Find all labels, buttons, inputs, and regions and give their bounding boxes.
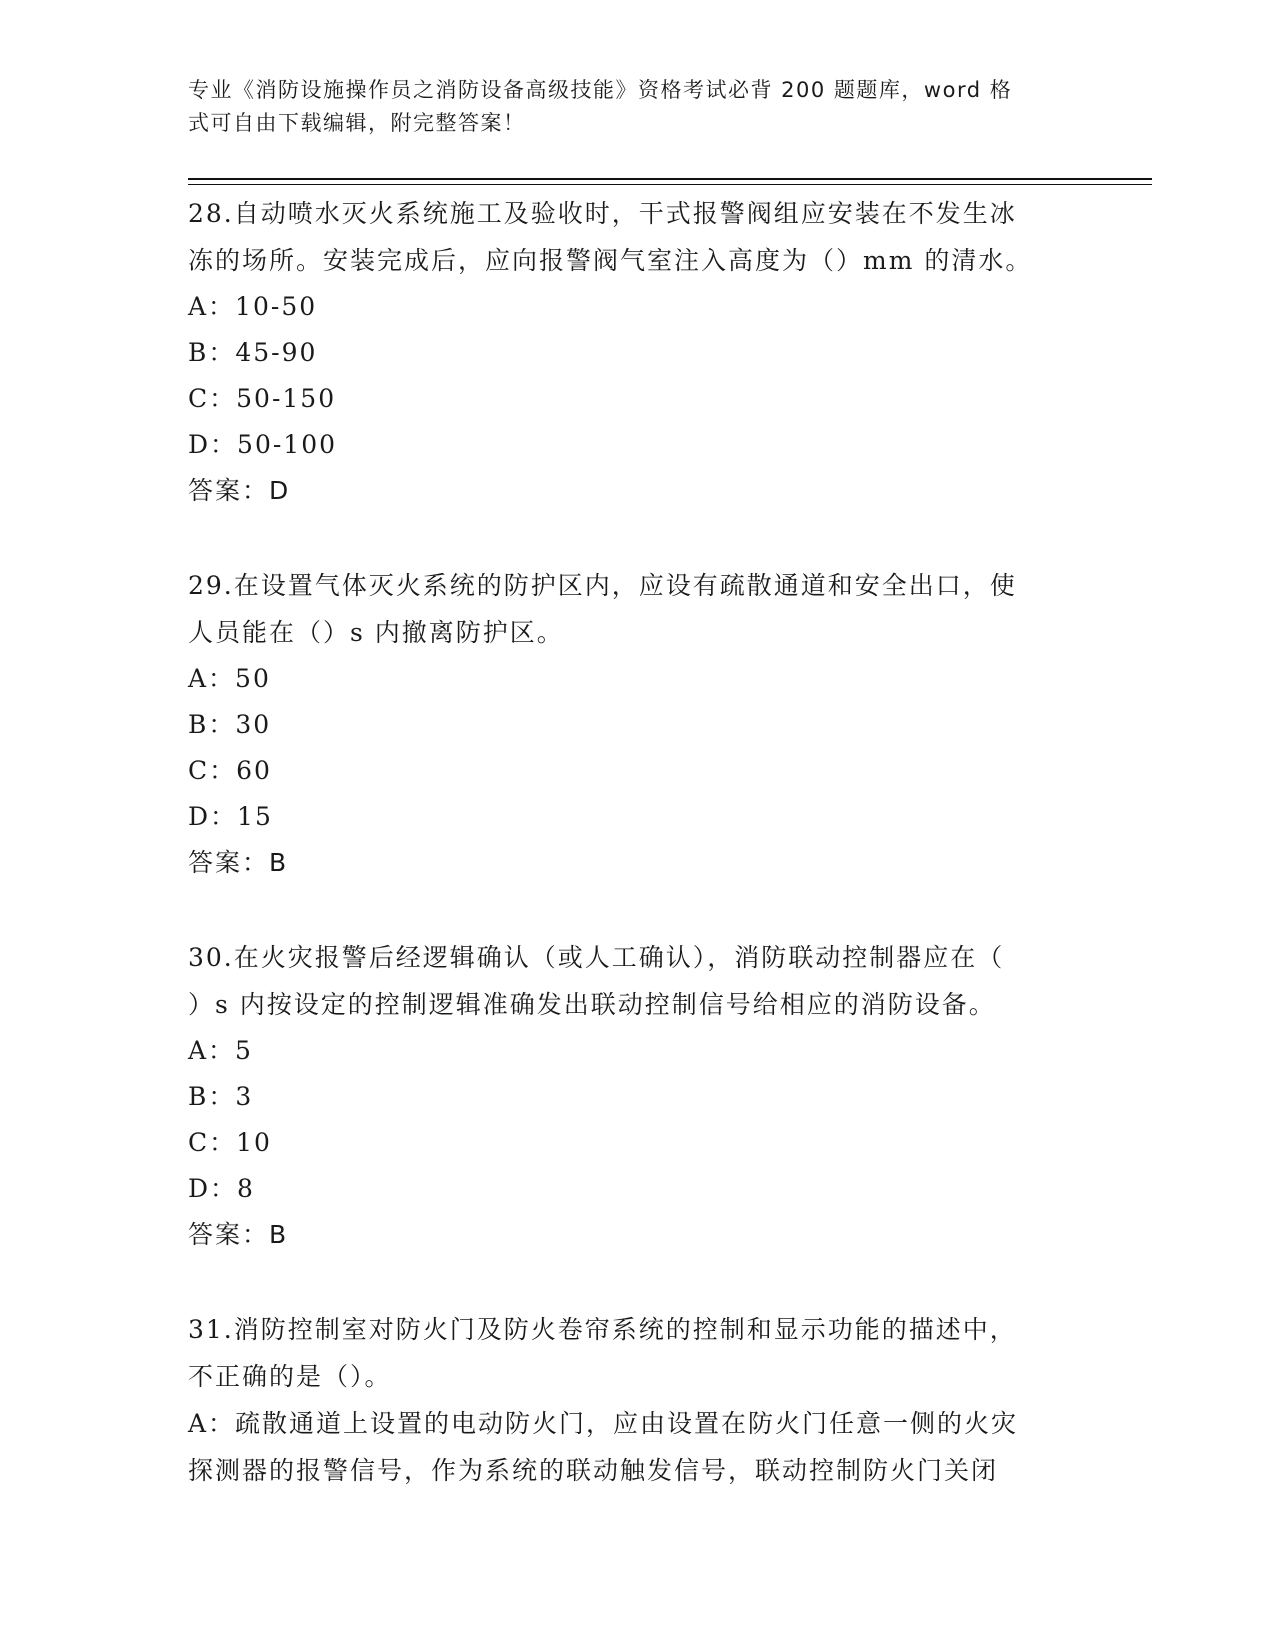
question-31 xyxy=(188,1306,1088,1494)
option-a: A：10-50 xyxy=(188,292,318,321)
option-a: A：5 xyxy=(188,1036,253,1065)
option-d: D：8 xyxy=(188,1174,255,1203)
option-c: C：60 xyxy=(188,756,272,785)
stem-line: 29.在设置气体灭火系统的防护区内，应设有疏散通道和安全出口，使 xyxy=(188,571,1017,600)
stem-line: 不正确的是（）。 xyxy=(188,1362,392,1391)
option-c: C：10 xyxy=(188,1128,272,1157)
question-list xyxy=(188,190,1088,1542)
header-divider-thin xyxy=(188,184,1152,185)
stem-line: ）s 内按设定的控制逻辑准确发出联动控制信号给相应的消防设备。 xyxy=(188,990,996,1019)
option-b: B：3 xyxy=(188,1082,254,1111)
stem-line: 30.在火灾报警后经逻辑确认（或人工确认），消防联动控制器应在（ xyxy=(188,943,1005,972)
option-b: B：45-90 xyxy=(188,338,318,367)
stem-line: 冻的场所。安装完成后，应向报警阀气室注入高度为（）mm 的清水。 xyxy=(188,246,1033,275)
question-stem xyxy=(188,190,1088,284)
header-divider-thick xyxy=(188,178,1152,180)
option-a xyxy=(188,1400,1088,1494)
stem-line: 28.自动喷水灭火系统施工及验收时，干式报警阀组应安装在不发生冰 xyxy=(188,199,1017,228)
question-28 xyxy=(188,190,1088,514)
question-stem xyxy=(188,562,1088,656)
question-stem xyxy=(188,934,1088,1028)
option-a: A：50 xyxy=(188,664,271,693)
stem-line: 人员能在（）s 内撤离防护区。 xyxy=(188,618,564,647)
answer: 答案：B xyxy=(188,848,289,877)
option-line: 探测器的报警信号，作为系统的联动触发信号，联动控制防火门关闭 xyxy=(188,1456,999,1485)
answer: 答案：D xyxy=(188,476,291,505)
question-30 xyxy=(188,934,1088,1258)
answer: 答案：B xyxy=(188,1220,289,1249)
question-29 xyxy=(188,562,1088,886)
header-line-1: 专业《消防设施操作员之消防设备高级技能》资格考试必背 200 题题库，word 格 xyxy=(188,78,1013,102)
option-d: D：50-100 xyxy=(188,430,338,459)
option-c: C：50-150 xyxy=(188,384,337,413)
option-b: B：30 xyxy=(188,710,272,739)
option-d: D：15 xyxy=(188,802,273,831)
header-line-2: 式可自由下载编辑，附完整答案！ xyxy=(188,111,526,135)
document-header xyxy=(188,74,1068,140)
stem-line: 31.消防控制室对防火门及防火卷帘系统的控制和显示功能的描述中， xyxy=(188,1315,1017,1344)
question-stem xyxy=(188,1306,1088,1400)
option-line: A：疏散通道上设置的电动防火门，应由设置在防火门任意一侧的火灾 xyxy=(188,1409,1019,1438)
